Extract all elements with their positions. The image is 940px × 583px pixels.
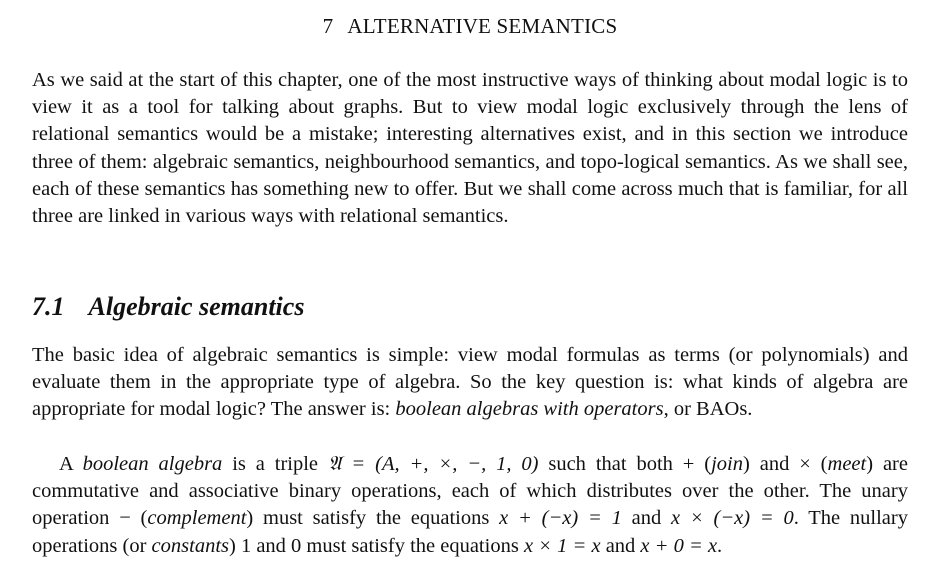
math-expression: x + 0 = x xyxy=(640,534,718,557)
emphasized-term: join xyxy=(711,453,743,475)
paragraph-text: is a triple xyxy=(222,453,328,475)
emphasized-term: complement xyxy=(147,507,247,530)
section-title: Algebraic semantics xyxy=(88,292,305,321)
paragraph-text: such that both + ( xyxy=(538,453,712,475)
paragraph-algebraic-intro xyxy=(32,342,908,424)
paragraph-text: ) are commutative and associative binary operations, each of which distributes over the other. The unary operation − ( xyxy=(32,453,908,530)
emphasized-term: boolean algebras with operators xyxy=(395,398,664,421)
paragraph-boolean-algebra-definition xyxy=(32,451,908,560)
chapter-number: 7 xyxy=(322,14,334,38)
math-expression: 𝔄 = (A, +, ×, −, 1, 0) xyxy=(327,453,539,475)
paragraph-text: . The nullary operations (or xyxy=(32,507,908,557)
paragraph-text: . xyxy=(717,534,723,557)
paragraph-text: ) and × ( xyxy=(743,453,828,475)
paragraph-text: The basic idea of algebraic semantics is simple: view modal formulas as terms (or polynomials) and evaluate them in the appropriate type of algebra. So the key question is: what kinds of algebra are appropriate for modal logic? The answer is: xyxy=(32,344,908,421)
emphasized-term: constants xyxy=(151,534,229,557)
paragraph-text: and xyxy=(621,507,671,530)
running-header xyxy=(32,14,908,39)
paragraph-text: A xyxy=(59,453,83,475)
paragraph-text: and xyxy=(600,534,641,557)
paragraph-text: ) 1 and 0 must satisfy the equations xyxy=(229,534,524,557)
intro-paragraph: As we said at the start of this chapter, one of the most instructive ways of thinking about modal logic is to view it as a tool for talking about graphs. But to view modal logic exclusively through the lens of relational semantics would be a mistake; interesting alternatives exist, and in this section we introduce three of them: algebraic semantics, neighbourhood semantics, and topo-logical semantics. As we shall see, each of these semantics has something new to offer. But we shall come across much that is familiar, for all three are linked in various ways with relational semantics. xyxy=(32,69,908,228)
section-heading xyxy=(32,292,908,322)
section-number: 7.1 xyxy=(32,292,65,321)
emphasized-term: meet xyxy=(827,453,867,475)
paragraph-text: ) must satisfy the equations xyxy=(246,507,500,530)
math-expression: x + (−x) = 1 xyxy=(499,507,622,530)
chapter-title: ALTERNATIVE SEMANTICS xyxy=(347,14,618,38)
paragraph-text: , or BAOs. xyxy=(663,398,753,421)
math-expression: x × (−x) = 0 xyxy=(671,507,794,530)
emphasized-term: boolean algebra xyxy=(82,453,223,475)
math-expression: x × 1 = x xyxy=(523,534,601,557)
